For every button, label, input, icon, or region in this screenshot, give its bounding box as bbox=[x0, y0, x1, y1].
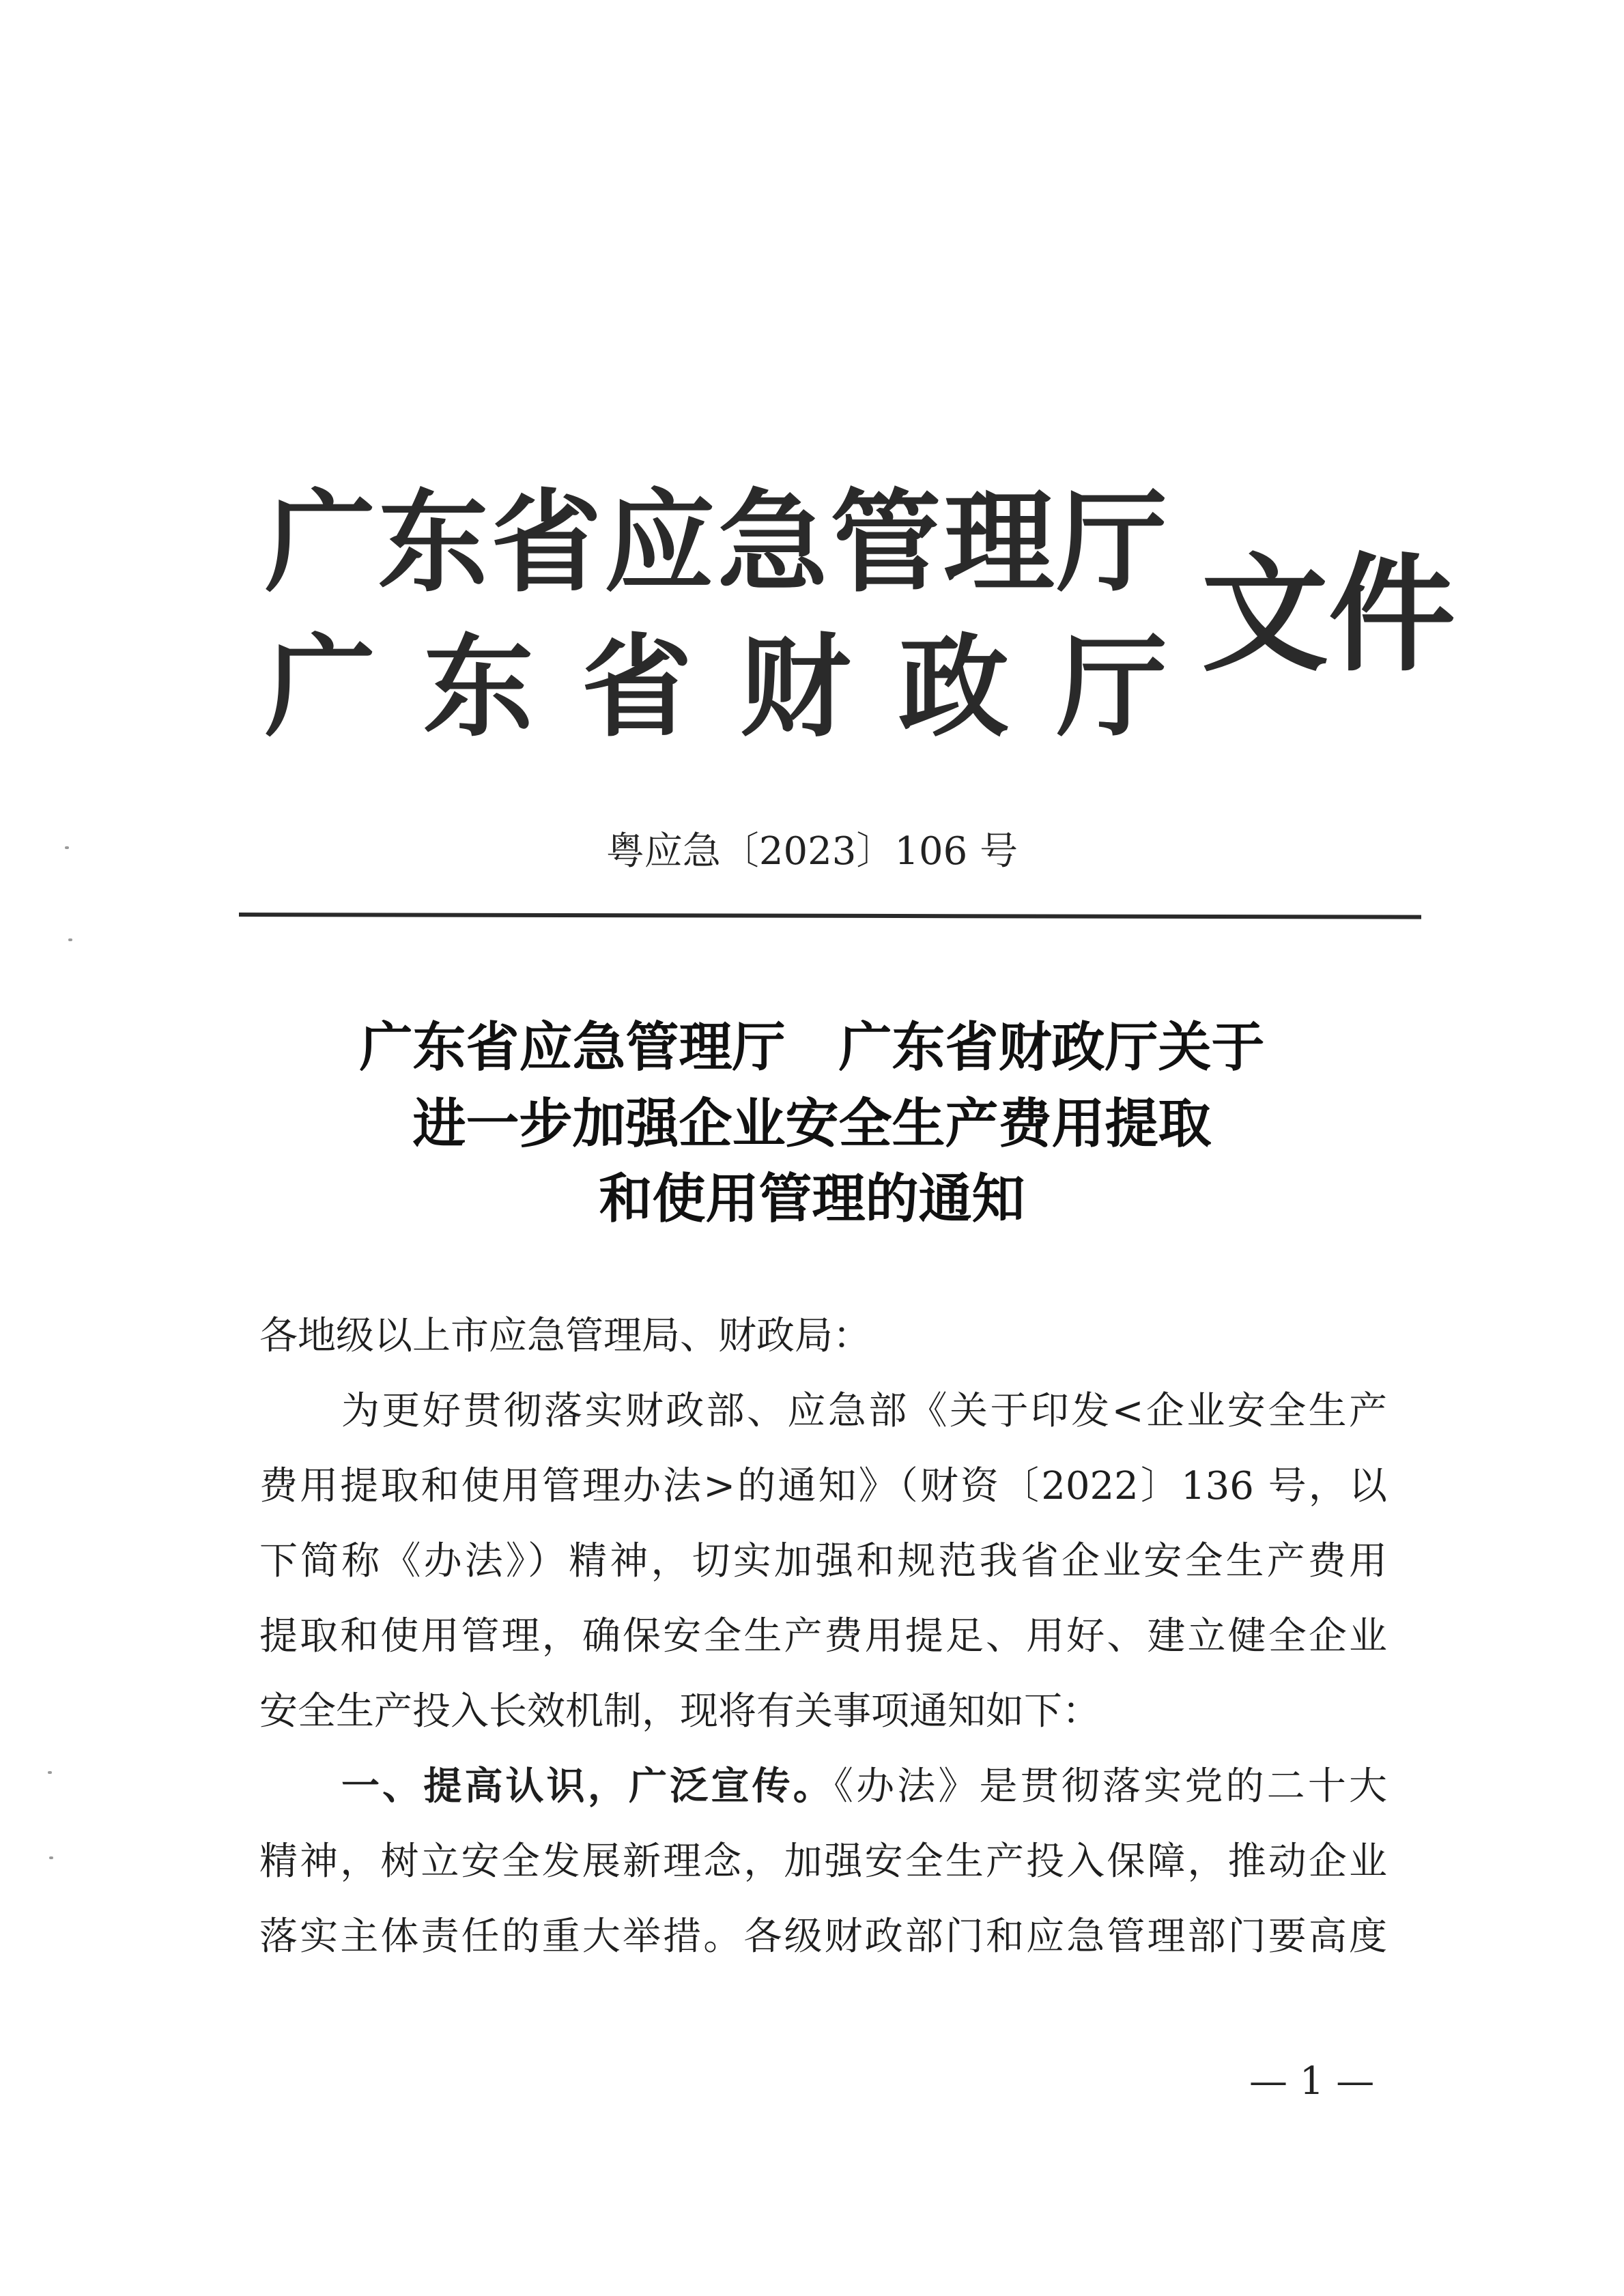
letterhead-char: 广 bbox=[265, 622, 375, 752]
letterhead-char: 厅 bbox=[1056, 478, 1167, 607]
title-issuer-1: 广东省应急管理厅 bbox=[359, 1017, 786, 1078]
section-1-line: 落实主体责任的重大举措。各级财政部门和应急管理部门要高度 bbox=[259, 1914, 1387, 1959]
section-1-line: 精神，树立安全发展新理念，加强安全生产投入保障，推动企业 bbox=[259, 1839, 1387, 1884]
letterhead-char: 政 bbox=[898, 622, 1009, 752]
letterhead-line-1 bbox=[265, 478, 1167, 607]
letterhead-char: 广 bbox=[265, 478, 375, 607]
paragraph-1-line: 提取和使用管理，确保安全生产费用提足、用好、建立健全企业 bbox=[259, 1614, 1387, 1659]
letterhead-char: 省 bbox=[491, 478, 602, 607]
letterhead-char: 财 bbox=[740, 622, 851, 752]
scan-speck bbox=[49, 1856, 53, 1859]
page-number: — 1 — bbox=[1249, 2059, 1375, 2104]
salutation: 各地级以上市应急管理局、财政局： bbox=[259, 1314, 871, 1358]
letterhead-char: 理 bbox=[943, 478, 1055, 607]
header-separator bbox=[239, 913, 1421, 919]
letterhead-char: 厅 bbox=[1057, 622, 1167, 752]
scan-speck bbox=[48, 1771, 52, 1774]
scan-speck bbox=[68, 938, 72, 941]
letterhead-line-2 bbox=[265, 622, 1167, 752]
document-title-line-3: 和使用管理的通知 bbox=[599, 1168, 1025, 1230]
paragraph-1-line: 下简称《办法》）精神，切实加强和规范我省企业安全生产费用 bbox=[259, 1539, 1387, 1583]
paragraph-1-line: 安全生产投入长效机制，现将有关事项通知如下： bbox=[259, 1689, 1100, 1734]
document-number: 粤应急〔2023〕106 号 bbox=[606, 829, 1018, 874]
letterhead-char: 应 bbox=[604, 478, 715, 607]
paragraph-1-line: 费用提取和使用管理办法>的通知》（财资〔2022〕136 号，以 bbox=[259, 1464, 1387, 1508]
section-1-heading: 一、提高认识，广泛宣传。 bbox=[341, 1764, 834, 1809]
letterhead-char: 东 bbox=[423, 622, 534, 752]
document-title-line-1 bbox=[0, 1010, 1624, 1085]
paragraph-1-line: 为更好贯彻落实财政部、应急部《关于印发<企业安全生产 bbox=[341, 1389, 1387, 1433]
letterhead-char: 省 bbox=[582, 622, 692, 752]
letterhead-suffix: 文件 bbox=[1201, 539, 1456, 689]
letterhead-char: 急 bbox=[717, 478, 828, 607]
letterhead-char: 管 bbox=[830, 478, 941, 607]
title-issuer-2: 广东省财政厅关于 bbox=[838, 1017, 1265, 1078]
section-1-first-line bbox=[341, 1760, 1387, 1814]
letterhead-char: 东 bbox=[377, 478, 489, 607]
document-title-line-2: 进一步加强企业安全生产费用提取 bbox=[412, 1093, 1212, 1155]
section-1-text: 《办法》是贯彻落实党的二十大 bbox=[834, 1764, 1388, 1809]
scan-speck bbox=[65, 846, 69, 849]
